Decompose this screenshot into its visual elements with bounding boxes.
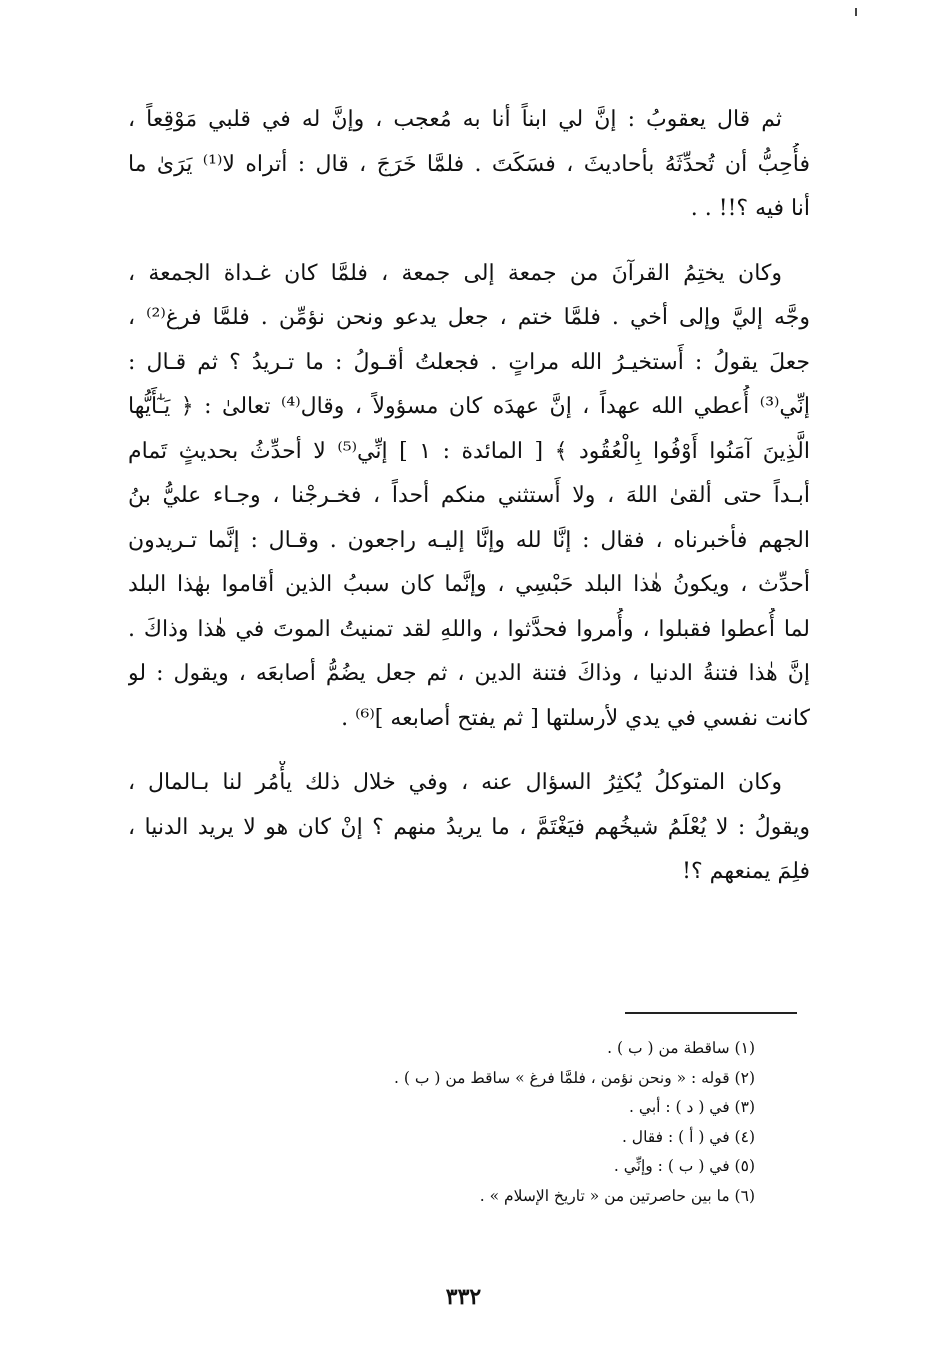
- text-line: ويقولُ : لا يُعْلَمُ شيخُهم فيَغْتَمَّ ، ما يريدُ منهم ؟ إنْ كان هو لا يريد الدنيا ،: [128, 814, 810, 840]
- text-line: كانت نفسي في يدي لأرسلتها [ ثم يفتح أصابعه ]⁽⁶⁾ .: [341, 705, 810, 731]
- text-line: إنَّ هٰذا فتنةُ الدنيا ، وذاكَ فتنة الدين ، ثم جعل يضُمُّ أصابعَه ، ويقول : لو: [128, 661, 810, 686]
- text-line: لما أُعطوا فقبلوا ، وأُمروا فحدَّثوا ، واللهِ لقد تمنيتُ الموتَ في هٰذا وذاكَ .: [128, 616, 810, 642]
- text-line: الَّذِينَ آمَنُوا أَوْفُوا بِالْعُقُود ﴾ [ المائدة : ١ ] إنِّي⁽⁵⁾ لا أحدِّثُ بحديثٍ تَمام: [128, 438, 810, 464]
- footnote: (٦) ما بين حاصرتين من « تاريخ الإسلام » .: [479, 1186, 755, 1205]
- text-line: فأُحِبُّ أن تُحدِّثَهُ بأحاديثَ ، فسَكَتَ . فلمَّا خَرَجَ ، قال : أتراه لا⁽¹⁾ يَرَىٰ ما: [128, 151, 810, 177]
- paragraph-3: [128, 761, 810, 895]
- text-line: فلِمَ يمنعهم ؟!: [682, 859, 810, 884]
- footnotes: [235, 1034, 755, 1212]
- footnote: (٤) في ( أ ) : فقال .: [621, 1127, 755, 1146]
- footnote: (٣) في ( د ) : أبي .: [629, 1098, 755, 1117]
- footnote: (٢) قوله : « ونحن نؤمن ، فلمَّا فرغ » ساقط من ( ب ) .: [394, 1068, 755, 1087]
- text-line: أنا فيه ؟!! . .: [690, 196, 810, 221]
- text-line: ثم قال يعقوبُ : إنَّ لي ابناً أنا به مُعجب ، وإنَّ له في قلبي مَوْقِعاً ،: [128, 107, 782, 132]
- footnote-separator: [625, 1012, 797, 1014]
- text-line: الجهم فأخبرناه ، فقال : إنَّا لله وإنَّا إليـه راجعون . وقـال : إنَّما تـريدون: [128, 527, 810, 553]
- paragraph-2: [128, 252, 810, 742]
- footnote: (١) ساقطة من ( ب ) .: [607, 1039, 755, 1057]
- text-line: إنِّي⁽³⁾ أُعطي الله عهداً ، إنَّ عهدَه كان مسؤولاً ، وقال⁽⁴⁾ تعالىٰ : ﴿ يَـٰٓأَيُّها: [128, 394, 810, 419]
- text-line: جعلَ يقولُ : أَستخيـرُ الله مراتٍ . فجعلتُ أقـولُ : ما تـريدُ ؟ ثم قـال :: [128, 349, 810, 375]
- footnote: (٥) في ( ب ) : وإنِّي .: [613, 1157, 755, 1176]
- text-line: وكان يختِمُ القرآنَ من جمعة إلى جمعة ، فلمَّا كان غـداة الجمعة ،: [128, 260, 782, 286]
- scan-edge-mark: [855, 8, 857, 16]
- page-number: ٣٣٢: [445, 1284, 482, 1310]
- text-line: أبـداً حتى ألقىٰ اللهَ ، ولا أَستثني منكم أحداً ، فخـرجْنا ، وجـاء عليُّ بنُ: [128, 483, 810, 508]
- text-line: وكان المتوكلُ يُكثِرُ السؤال عنه ، وفي خلال ذلك يأْمُر لنا بـالمال ،: [128, 770, 782, 795]
- text-line: وجَّه إليَّ وإلى أخي . فلمَّا ختم ، جعل يدعو ونحن نؤمِّن . فلمَّا فرغ⁽²⁾ ،: [128, 305, 810, 330]
- main-text: [128, 98, 810, 895]
- paragraph-1: [128, 98, 810, 232]
- text-line: أحدِّث ، ويكونُ هٰذا البلد حَبْسِي ، وإنَّما كان سببُ الذين أقاموا بهٰذا البلد: [128, 572, 810, 597]
